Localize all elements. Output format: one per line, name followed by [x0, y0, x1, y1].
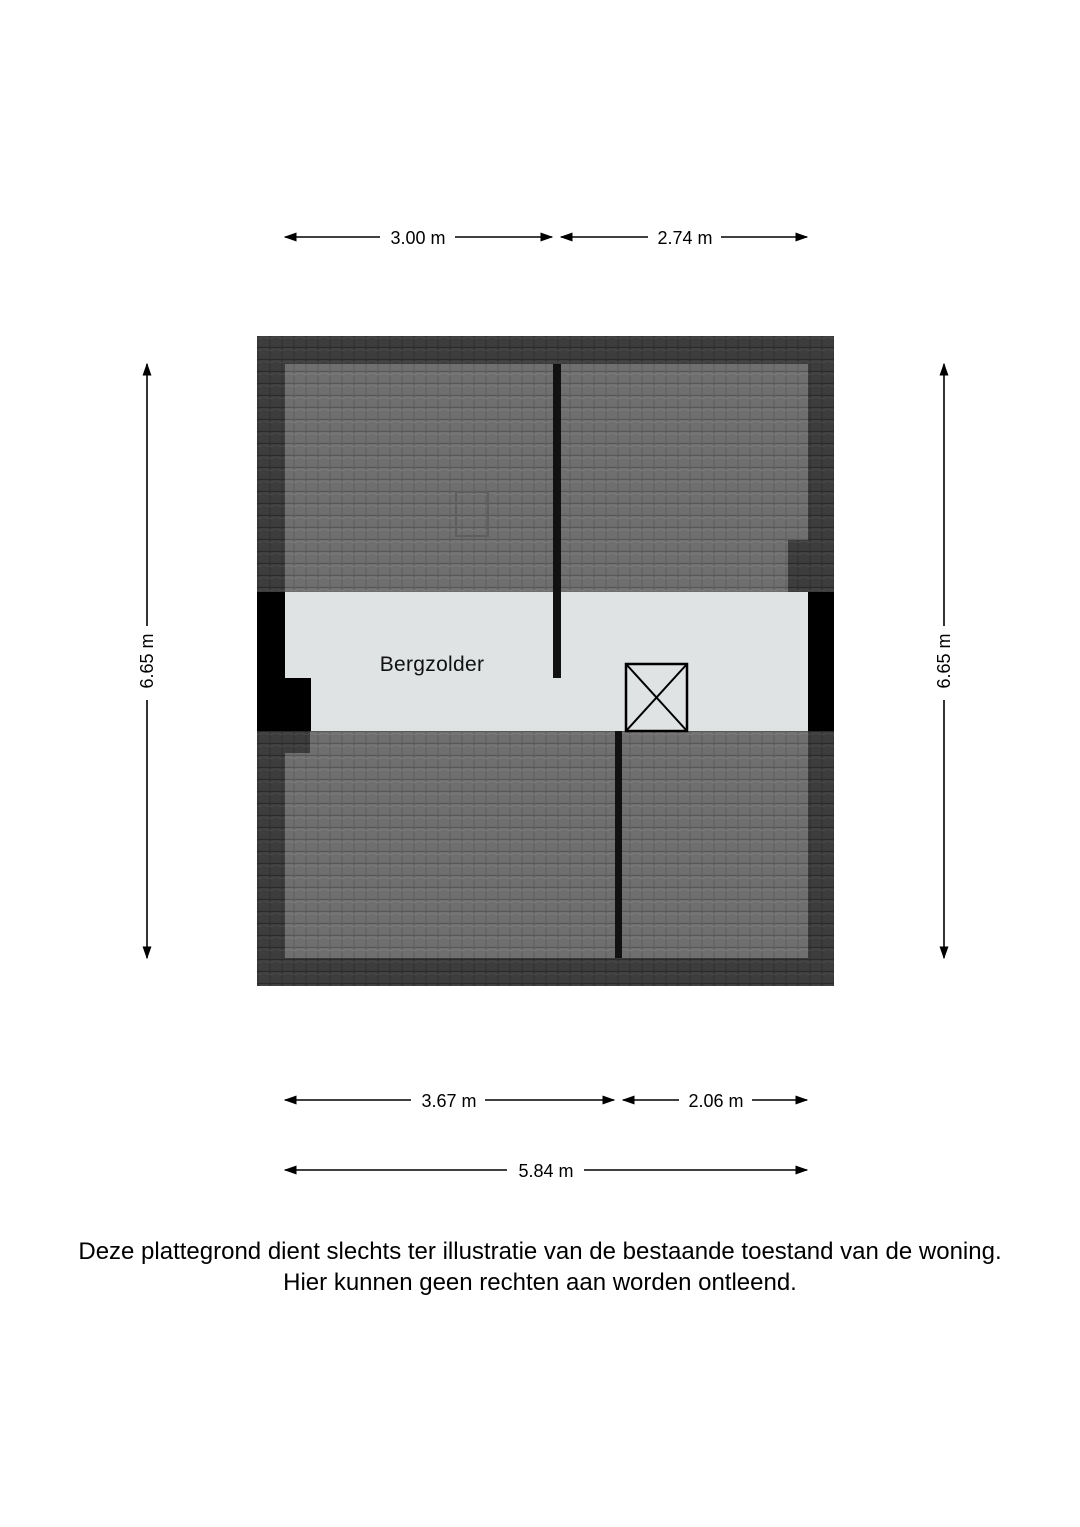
dimension-label: 6.65 m: [137, 633, 157, 689]
corner-block: [285, 731, 310, 753]
dimension-right: [934, 364, 954, 958]
roof-bottom-left-section: [285, 731, 615, 958]
partition-wall-top: [553, 364, 561, 678]
dimension-bottom-total: [285, 1161, 807, 1181]
dimension-left: [137, 364, 157, 958]
dimension-top-right: [561, 228, 807, 248]
roof-top-right-section: [561, 364, 808, 592]
dimension-label: 2.74 m: [657, 228, 713, 248]
dimension-bottom-right: [623, 1091, 807, 1111]
dimension-label: 3.67 m: [421, 1091, 477, 1111]
partition-wall-bottom: [615, 731, 622, 958]
chimney-block: [788, 540, 808, 592]
disclaimer-line-2: Hier kunnen geen rechten aan worden ontleend.: [283, 1269, 797, 1296]
wall-left: [257, 592, 285, 731]
dimension-label: 6.65 m: [934, 633, 954, 689]
bergzolder-floor: [285, 592, 808, 731]
dimension-bottom-left: [285, 1091, 614, 1111]
roof-bottom-right-section: [622, 731, 808, 958]
dimension-label: 2.06 m: [688, 1091, 744, 1111]
roof-top-left-section: [285, 364, 553, 592]
dimension-label: 3.00 m: [390, 228, 446, 248]
room-label-bergzolder: Bergzolder: [379, 653, 485, 676]
disclaimer: [0, 1236, 1080, 1298]
roof-plan: [257, 336, 834, 986]
wall-left-notch: [285, 678, 311, 731]
dimension-label: 5.84 m: [518, 1161, 574, 1181]
wall-right: [808, 592, 834, 731]
dimension-top-left: [285, 228, 552, 248]
disclaimer-line-1: Deze plattegrond dient slechts ter illustratie van de bestaande toestand van de woning.: [78, 1238, 1002, 1265]
